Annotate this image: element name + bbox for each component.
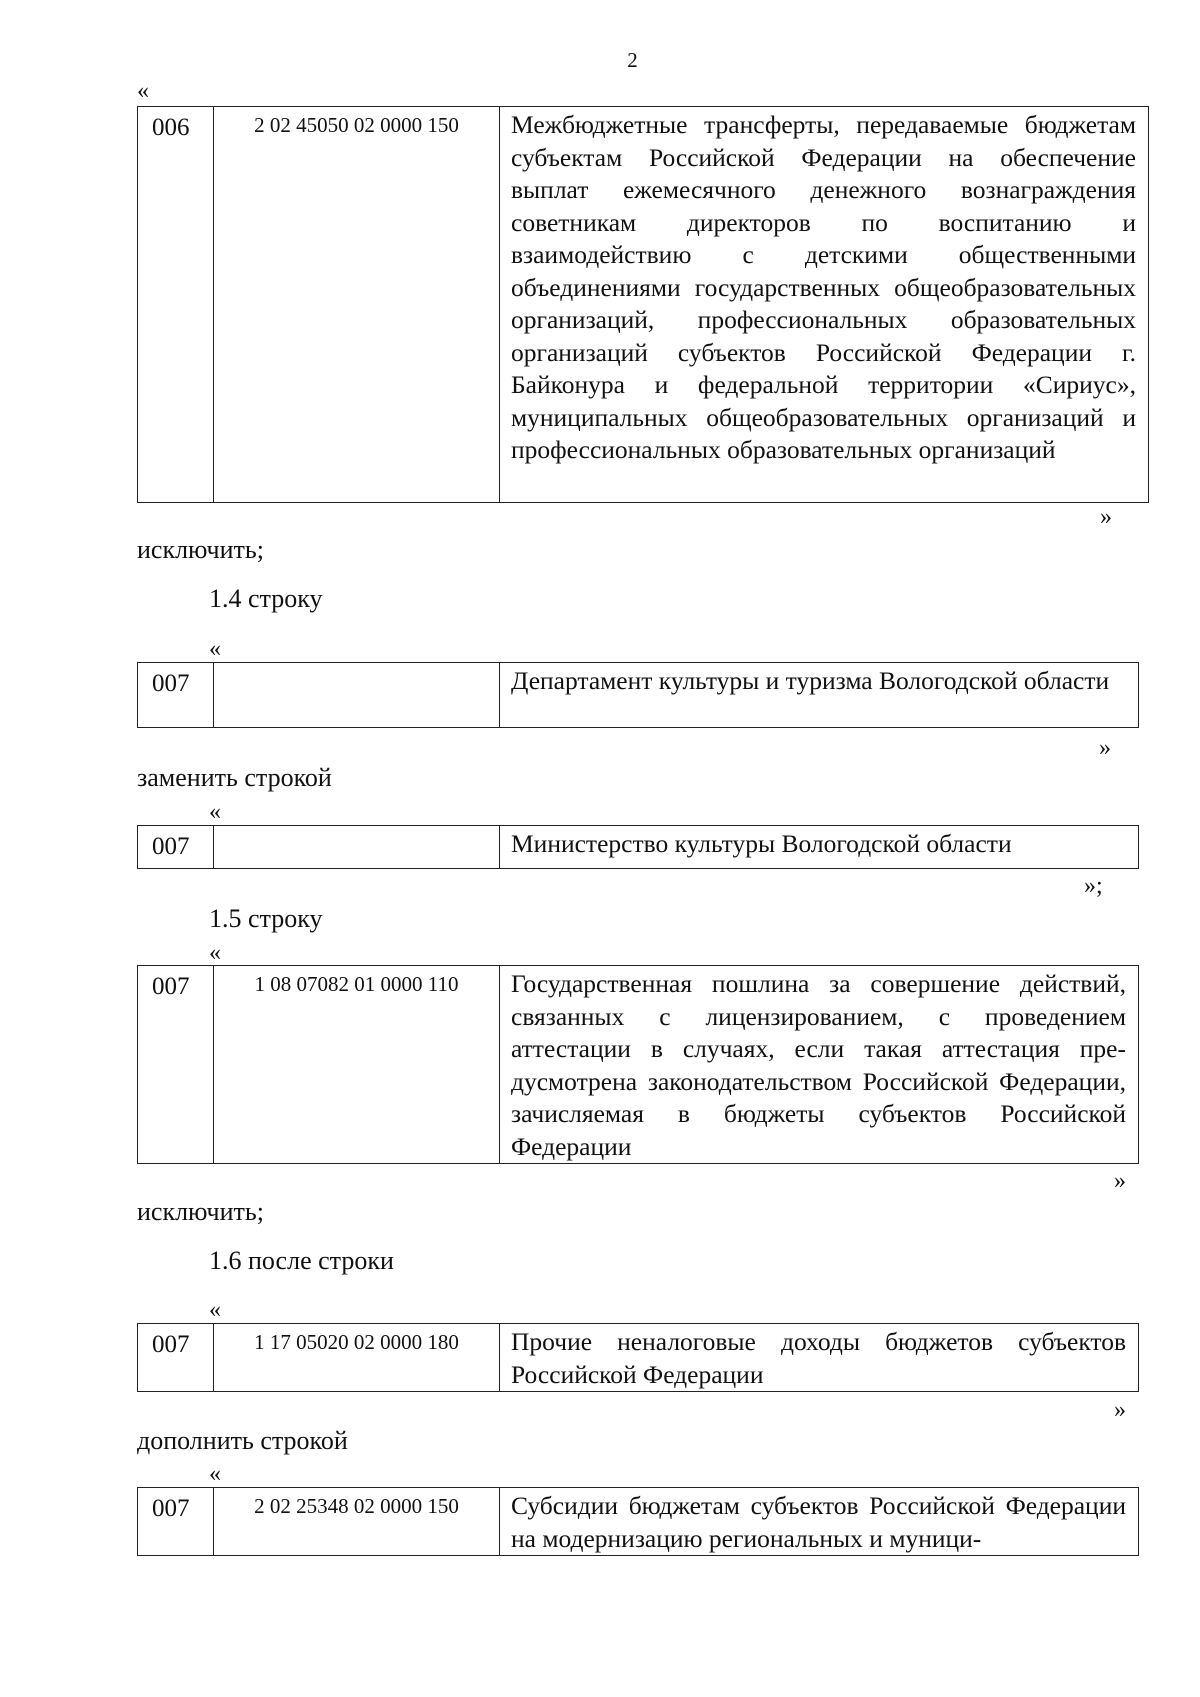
section-heading: 1.6 после строки (209, 1246, 394, 1275)
table-row (137, 1487, 1139, 1556)
open-quote: « (209, 636, 221, 662)
income-name: Субсидии бюджетам субъектов Российской Федерации на модернизацию региональных и муници- (500, 1488, 1139, 1556)
open-quote: « (209, 1461, 221, 1487)
table-row (137, 825, 1139, 869)
action-text: исключить; (137, 535, 264, 564)
admin-code: 007 (138, 663, 214, 728)
open-quote: « (209, 940, 221, 966)
close-quote: »; (1084, 873, 1103, 899)
income-name: Межбюджетные трансферты, передаваемые бюджетам субъектам Российской Федерации на обеспечение выплат ежемесячного денежного вознаграждения советникам директоров по воспитанию и взаимодействию с детскими общественными объединениями государственных общеобразовательных организаций, профессиональных образовательных организаций субъектов Российской Федерации г. Байконура и федеральной территории «Сириус», муниципальных общеобразовательных организаций и профессиональных образовательных организаций (500, 107, 1149, 503)
budget-classification-code: 2 02 25348 02 0000 150 (214, 1488, 500, 1556)
income-name: Прочие неналоговые доходы бюджетов субъектов Российской Федерации (500, 1324, 1139, 1392)
open-quote: « (209, 799, 221, 825)
budget-classification-code (214, 826, 500, 869)
close-quote: » (1114, 1168, 1126, 1194)
income-name: Департамент культуры и туризма Вологодской области (500, 663, 1139, 728)
action-text: дополнить строкой (137, 1426, 348, 1455)
close-quote: » (1114, 1397, 1126, 1423)
admin-code: 007 (138, 1324, 214, 1392)
table-row (137, 106, 1149, 503)
table-row (137, 662, 1139, 728)
admin-code: 007 (138, 1488, 214, 1556)
open-quote: « (209, 1297, 221, 1323)
budget-classification-code (214, 663, 500, 728)
action-text: исключить; (137, 1197, 264, 1226)
action-text: заменить строкой (137, 763, 332, 792)
open-quote: « (137, 78, 149, 104)
admin-code: 006 (138, 107, 214, 503)
section-heading: 1.5 строку (209, 904, 323, 933)
admin-code: 007 (138, 966, 214, 1164)
section-heading: 1.4 строку (209, 584, 323, 613)
admin-code: 007 (138, 826, 214, 869)
income-name: Министерство культуры Вологодской области (500, 826, 1139, 869)
table-row (137, 1323, 1139, 1392)
budget-classification-code: 2 02 45050 02 0000 150 (214, 107, 500, 503)
budget-classification-code: 1 17 05020 02 0000 180 (214, 1324, 500, 1392)
budget-classification-code: 1 08 07082 01 0000 110 (214, 966, 500, 1164)
table-row (137, 965, 1139, 1164)
income-name: Государственная пошлина за совершение действий, связанных с лицензированием, с проведением аттестации в случаях, если такая аттестация предусмотрена законодательством Российской Федерации, зачисляемая в бюджеты субъектов Российской Федерации (500, 966, 1139, 1164)
close-quote: » (1100, 504, 1112, 530)
page-number: 2 (627, 48, 638, 72)
close-quote: » (1099, 735, 1111, 761)
